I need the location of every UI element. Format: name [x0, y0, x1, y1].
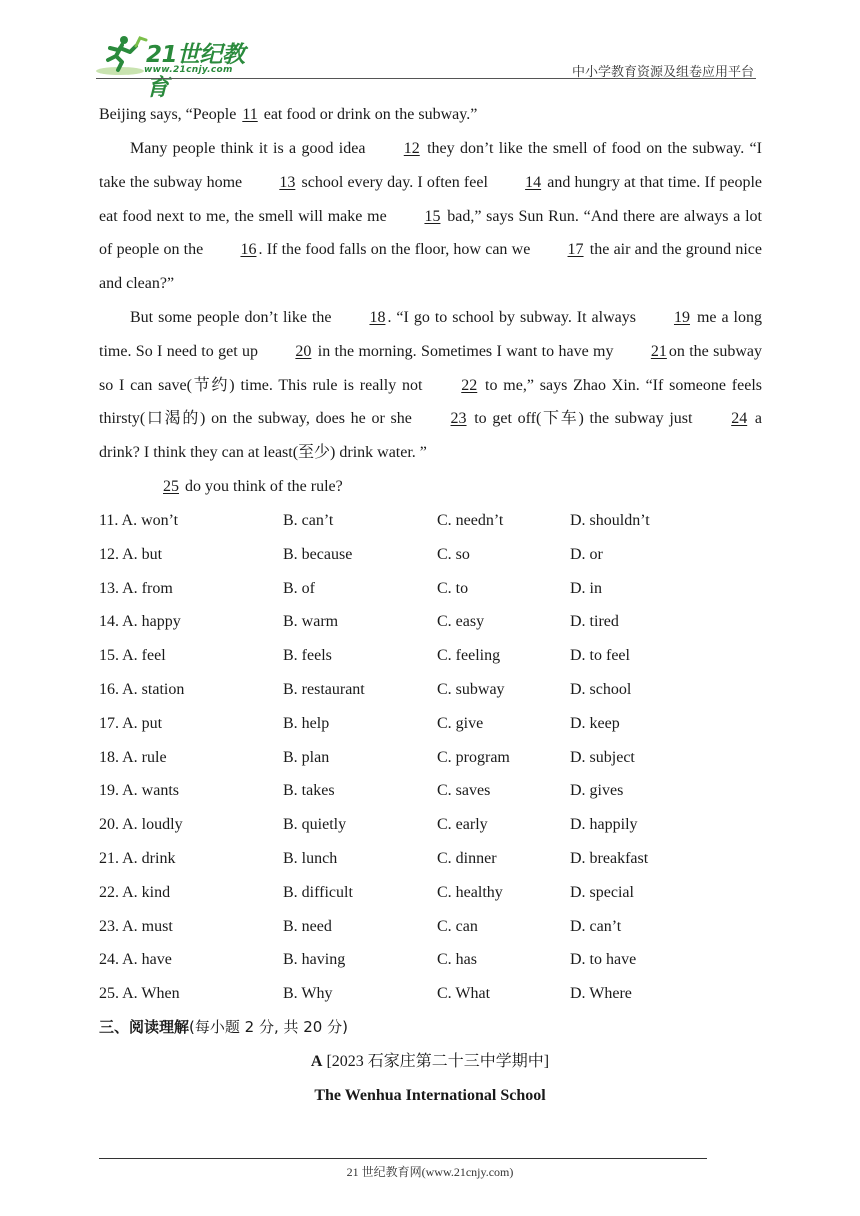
passage-text: . “I go to school by subway. It always: [387, 309, 641, 326]
option-d: D. tired: [570, 613, 619, 631]
passage-text: to get off(下车) the subway just: [468, 410, 699, 428]
site-logo: [96, 34, 266, 101]
passage-text: a drink? I think they can at least(至少) drink water. ”: [99, 410, 762, 462]
option-a: 13. A. from: [99, 579, 173, 597]
passage-source: [2023 石家庄第二十三中学期中]: [322, 1053, 550, 1070]
option-b: B. plan: [283, 748, 330, 766]
option-d: D. breakfast: [570, 849, 649, 867]
header-divider: [96, 78, 756, 79]
option-b: B. quietly: [283, 816, 347, 834]
option-b: B. lunch: [283, 849, 338, 867]
option-a: 25. A. When: [99, 985, 180, 1003]
passage-text: Many people think it is a good idea: [130, 140, 371, 157]
option-a: 24. A. have: [99, 951, 172, 969]
blank-16: 16: [240, 241, 257, 259]
option-d: D. to feel: [570, 647, 630, 665]
option-row: [99, 572, 762, 606]
option-c: C. program: [437, 748, 510, 766]
passage-text: me a long time. So I need to get up: [99, 309, 763, 360]
option-row: [99, 504, 762, 538]
option-d: D. shouldn’t: [570, 512, 650, 529]
blank-22: 22: [461, 376, 478, 394]
section-heading: [99, 1011, 348, 1045]
option-b: B. feels: [283, 647, 332, 665]
passage-paragraph-1: [99, 132, 762, 301]
passage-text: eat food or drink on the subway.”: [259, 106, 478, 123]
option-c: C. give: [437, 714, 484, 732]
option-b: B. can’t: [283, 512, 334, 529]
option-a: 16. A. station: [99, 680, 185, 698]
option-row: [99, 774, 762, 808]
option-b: B. need: [283, 917, 332, 935]
option-d: D. school: [570, 680, 632, 698]
option-row: [99, 707, 762, 741]
blank-18: 18: [369, 309, 386, 326]
passage-letter: A: [310, 1053, 323, 1070]
blank-21: 21: [650, 342, 667, 360]
page-header: [0, 0, 860, 101]
option-row: [99, 605, 762, 639]
option-d: D. or: [570, 545, 603, 563]
passage-text: school every day. I often feel: [297, 173, 493, 191]
option-a: 21. A. drink: [99, 849, 176, 867]
option-c: C. early: [437, 816, 488, 834]
passage-text: they don’t like the smell of food on the subway. “I take the subway home: [99, 140, 762, 191]
passage-a-title: The Wenhua International School: [314, 1087, 546, 1104]
blank-14: 14: [525, 173, 542, 191]
option-b: B. warm: [283, 613, 339, 631]
option-d: D. to have: [570, 951, 637, 969]
option-row: [99, 741, 762, 775]
option-d: D. keep: [570, 714, 620, 732]
passage-paragraph-3: [99, 470, 762, 504]
passage-text: in the morning. Sometimes I want to have my: [313, 342, 618, 360]
option-c: C. has: [437, 951, 477, 969]
option-row: [99, 808, 762, 842]
blank-12: 12: [403, 140, 420, 157]
passage-paragraph-2: [99, 301, 762, 470]
blank-23: 23: [450, 410, 467, 428]
section-title: 三、阅读理解: [99, 1018, 190, 1036]
option-a: 12. A. but: [99, 545, 163, 563]
option-b: B. having: [283, 951, 346, 969]
blank-24: 24: [731, 410, 748, 428]
option-row: [99, 673, 762, 707]
option-c: C. subway: [437, 680, 505, 698]
blank-20: 20: [295, 342, 312, 360]
logo-text: 21世纪教育: [146, 42, 245, 101]
option-d: D. subject: [570, 748, 635, 766]
passage-a-label: [0, 1045, 860, 1079]
passage-text: bad,” says Sun Run. “And there are always a lot of people on the: [99, 207, 763, 259]
option-c: C. easy: [437, 613, 485, 631]
option-a: 14. A. happy: [99, 613, 181, 631]
option-d: D. special: [570, 883, 634, 901]
option-row: [99, 876, 762, 910]
footer-text: 21 世纪教育网(www.21cnjy.com): [346, 1165, 514, 1179]
option-a: 23. A. must: [99, 917, 173, 935]
option-d: D. Where: [570, 985, 632, 1003]
option-a: 20. A. loudly: [99, 816, 183, 834]
blank-13: 13: [279, 173, 296, 191]
option-a: 19. A. wants: [99, 782, 179, 800]
option-c: C. healthy: [437, 883, 503, 901]
option-d: D. gives: [570, 782, 624, 800]
option-row: [99, 639, 762, 673]
option-b: B. because: [283, 545, 353, 563]
passage-text: do you think of the rule?: [181, 478, 343, 495]
option-d: D. in: [570, 579, 602, 597]
option-b: B. takes: [283, 782, 335, 800]
passage-text: to me,” says Zhao Xin. “If someone feels thirsty(口渴的) on the subway, does he or she: [99, 376, 763, 428]
option-a: 22. A. kind: [99, 883, 171, 901]
option-c: C. to: [437, 579, 469, 597]
footer-divider: [99, 1158, 707, 1159]
option-d: D. happily: [570, 816, 638, 834]
option-a: 17. A. put: [99, 714, 163, 732]
passage-text: the air and the ground nice and clean?”: [99, 241, 762, 293]
blank-11: 11: [242, 106, 258, 123]
passage-paragraph-0: [99, 98, 762, 132]
option-b: B. Why: [283, 985, 333, 1003]
runner-logo-icon: [96, 34, 148, 76]
option-b: B. of: [283, 579, 315, 597]
option-row: [99, 977, 762, 1011]
option-a: 11. A. won’t: [99, 512, 179, 529]
option-c: C. dinner: [437, 849, 497, 867]
option-b: B. restaurant: [283, 680, 365, 698]
answer-options: [99, 504, 762, 1011]
passage-text: Beijing says, “People: [99, 106, 241, 123]
option-c: C. saves: [437, 782, 491, 800]
blank-15: 15: [424, 207, 441, 225]
passage-text: But some people don’t like the: [130, 309, 337, 326]
platform-name: 中小学教育资源及组卷应用平台: [571, 65, 754, 80]
option-c: C. can: [437, 917, 478, 935]
passage-text: and hungry at that time. If people eat food next to me, the smell will make me: [99, 173, 763, 225]
option-c: C. What: [437, 985, 491, 1003]
passage-text: . If the food falls on the floor, how can we: [258, 241, 535, 259]
option-b: B. difficult: [283, 883, 353, 901]
option-d: D. can’t: [570, 917, 622, 935]
option-b: B. help: [283, 714, 330, 732]
option-a: 15. A. feel: [99, 647, 166, 665]
option-a: 18. A. rule: [99, 748, 167, 766]
option-row: [99, 842, 762, 876]
blank-17: 17: [567, 241, 584, 259]
option-row: [99, 538, 762, 572]
passage-text: on the subway so I can save(节约) time. This rule is really not: [99, 342, 763, 394]
option-c: C. so: [437, 545, 470, 563]
logo-url: www.21cnjy.com: [144, 65, 233, 75]
option-c: C. needn’t: [437, 512, 504, 529]
option-row: [99, 910, 762, 944]
blank-25: 25: [163, 478, 179, 495]
section-subtitle: (每小题 2 分, 共 20 分): [189, 1018, 348, 1036]
blank-19: 19: [673, 309, 690, 326]
option-row: [99, 943, 762, 977]
option-c: C. feeling: [437, 647, 501, 665]
